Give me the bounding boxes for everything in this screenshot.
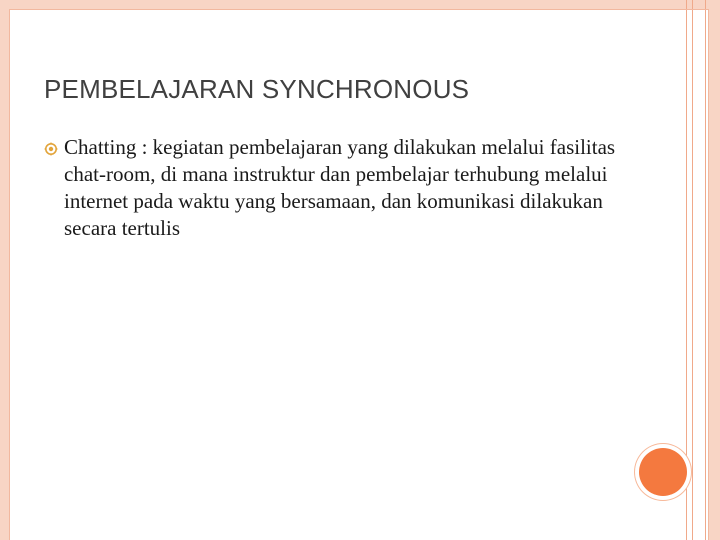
bullet-text: Chatting : kegiatan pembelajaran yang dilakukan melalui fasilitas chat-room, di mana instruktur dan pembelajar terhubung melalui internet pada waktu yang bersamaan, dan komunikasi dilakukan secara tertulis [64,135,616,240]
decorative-top-band [0,0,720,9]
sun-bullet-icon [44,142,58,156]
decorative-circle [639,448,687,496]
decorative-right-band [709,0,720,540]
slide-title: PEMBELAJARAN SYNCHRONOUS [44,74,470,104]
decorative-left-band [0,0,9,540]
